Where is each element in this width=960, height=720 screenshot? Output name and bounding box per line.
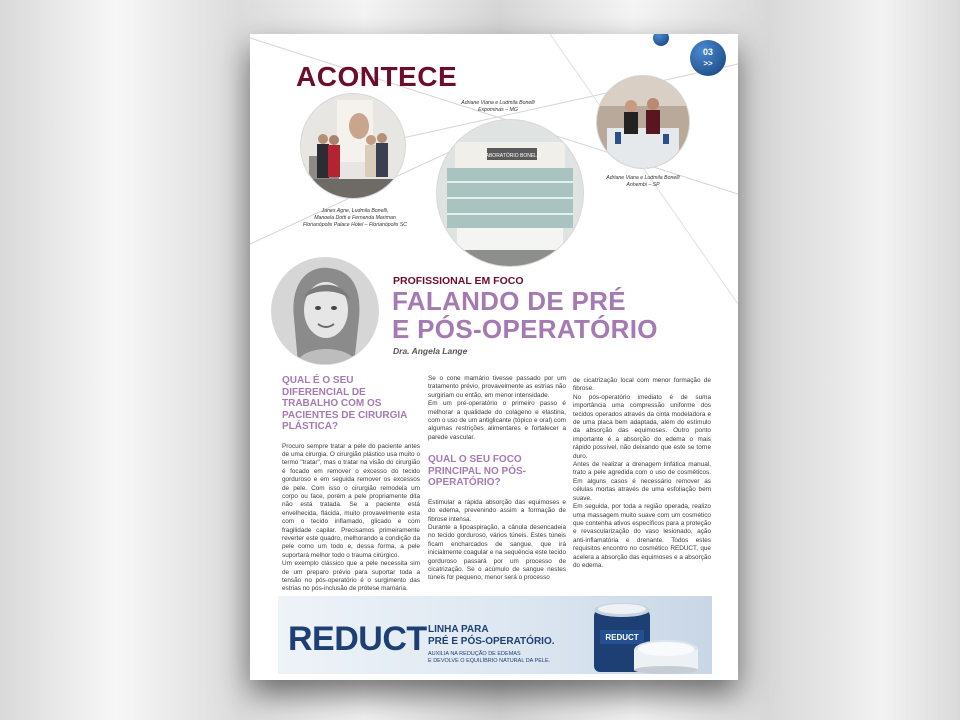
jar-label: REDUCT: [605, 633, 639, 642]
paragraph: Durante a lipoaspiração, a cânula desencadeia no tecido gorduroso, vários túneis. Estes túneis ficam encharcados de sangue, que irá inicialmente coagular e na sequência este tecido gorduroso passará por um processo de cicatrização. Se o acúmulo de sangue nestes túneis for pequeno, menor será o processo: [428, 523, 566, 582]
stand-sign: LABORATÓRIO BONELLI: [482, 153, 542, 159]
ad-subline-1: AUXILIA NA REDUÇÃO DE EDEMAS: [428, 651, 521, 657]
event-photo-expominas: [437, 120, 583, 266]
next-arrow-icon: >>: [703, 59, 713, 68]
article-column-2: [428, 375, 566, 583]
question-heading-1: QUAL É O SEU DIFERENCIAL DE TRABALHO COM OS PACIENTES DE CIRURGIA PLÁSTICA?: [282, 375, 408, 432]
author-portrait: [272, 258, 378, 364]
article-column-1: [282, 375, 420, 594]
section-title: ACONTECE: [296, 61, 458, 92]
article-headline: FALANDO DE PRÉ E PÓS-OPERATÓRIO: [392, 286, 658, 344]
article-author: Dra. Angela Lange: [393, 346, 468, 356]
page-number-badge: [690, 40, 726, 76]
paragraph: Antes de realizar a drenagem linfática manual, trato a pele agredida com o uso de cosméticos. Em alguns casos é necessário remover as células mortas através de uma esfoliação bem suave.: [573, 461, 711, 502]
article-column-3: [573, 377, 711, 570]
ad-subline-2: E DEVOLVE O EQUILÍBRIO NATURAL DA PELE.: [428, 658, 551, 664]
article-kicker: PROFISSIONAL EM FOCO: [393, 275, 524, 287]
product-jar-image: [586, 600, 706, 674]
page-number: 03: [702, 47, 713, 57]
reduct-advertisement: [278, 596, 712, 674]
caption-left: Janes Agne, Ludmila Bonelli, Manoela Dotti e Fernanda Mariman Florianópolis Palace Hotel – Florianópolis SC: [302, 208, 408, 228]
caption-right: Adriane Viana e Ludmila Bonelli Anhembi – SP: [606, 175, 680, 188]
ad-headline-1: LINHA PARA: [428, 624, 489, 635]
caption-center: Adriane Viana e Ludmila Bonelli Expominas – MG: [461, 100, 535, 113]
ad-headline-2: PRÉ E PÓS-OPERATÓRIO.: [428, 636, 555, 647]
paragraph: Se o cone mamário tivesse passado por um tratamento prévio, provavelmente as estrias não surgiriam ou então, em menor intensidade.: [428, 375, 566, 399]
paragraph: de cicatrização local com menor formação de fibrose.: [573, 377, 711, 393]
question-heading-2: QUAL O SEU FOCO PRINCIPAL NO PÓS-OPERATÓRIO?: [428, 454, 526, 489]
paragraph: Em um pré-operatório o primeiro passo é melhorar a qualidade do colágeno e elastina, com o uso de um antiglicante (tópico e oral) com algumas restrições alimentares e fortalecer a parede vascular.: [428, 400, 566, 441]
paragraph: Estimular a rápida absorção das equimoses e do edema, prevenindo assim a formação de fibrose intensa.: [428, 498, 566, 523]
paragraph: Um exemplo clássico que a pele necessita sim de um preparo prévio para suportar toda a tensão no pós-operatório é o surgimento das estrias no pós-inclusão de prótese mamária.: [282, 560, 420, 593]
paragraph: Em seguida, por toda a região operada, realizo uma massagem muito suave com um cosmético que contenha ativos específicos para a proteção e revascularização do vaso lesionado, ação anti-inflamatória e drenante. Todos estes requisitos encontro no cosmético REDUCT, que acelera a absorção das equimoses e a absorção do edema.: [573, 503, 711, 569]
event-photo-anhembi: [597, 76, 689, 168]
paragraph: Procuro sempre tratar a pele do paciente antes de uma cirurgia. O cirurgião plástico usa muito o termo "tratar", mas o tratar na visão do cirurgião é focado em remover o excesso do tecido gorduroso e em seguida remover os excessos de pele. Com isso o cirurgião remodela um corpo ou face, porém a pele propriamente dita não está tratada. Se a paciente está envelhecida, flácida, muito provavelmente esta com o tecido inflamado, glicado e com fragilidade capilar. Precisamos primeiramente reverter este quadro, melhorando a condição da pele como um todo e, dessa forma, a pele suportará melhor todo o trauma cirúrgico.: [282, 442, 420, 559]
event-photo-florianopolis: [301, 94, 405, 198]
paragraph: No pós-operatório imediato é de suma importância uma compressão uniforme dos tecidos operados através da cinta modeladora e de uma placa bem adaptada, além do estímulo da absorção das equimoses. Outro ponto importante é a absorção do edema o mais rápido possível, não deixando que este se torne duro.: [573, 393, 711, 460]
magazine-page: [250, 34, 738, 680]
ad-brand: REDUCT: [288, 620, 427, 658]
